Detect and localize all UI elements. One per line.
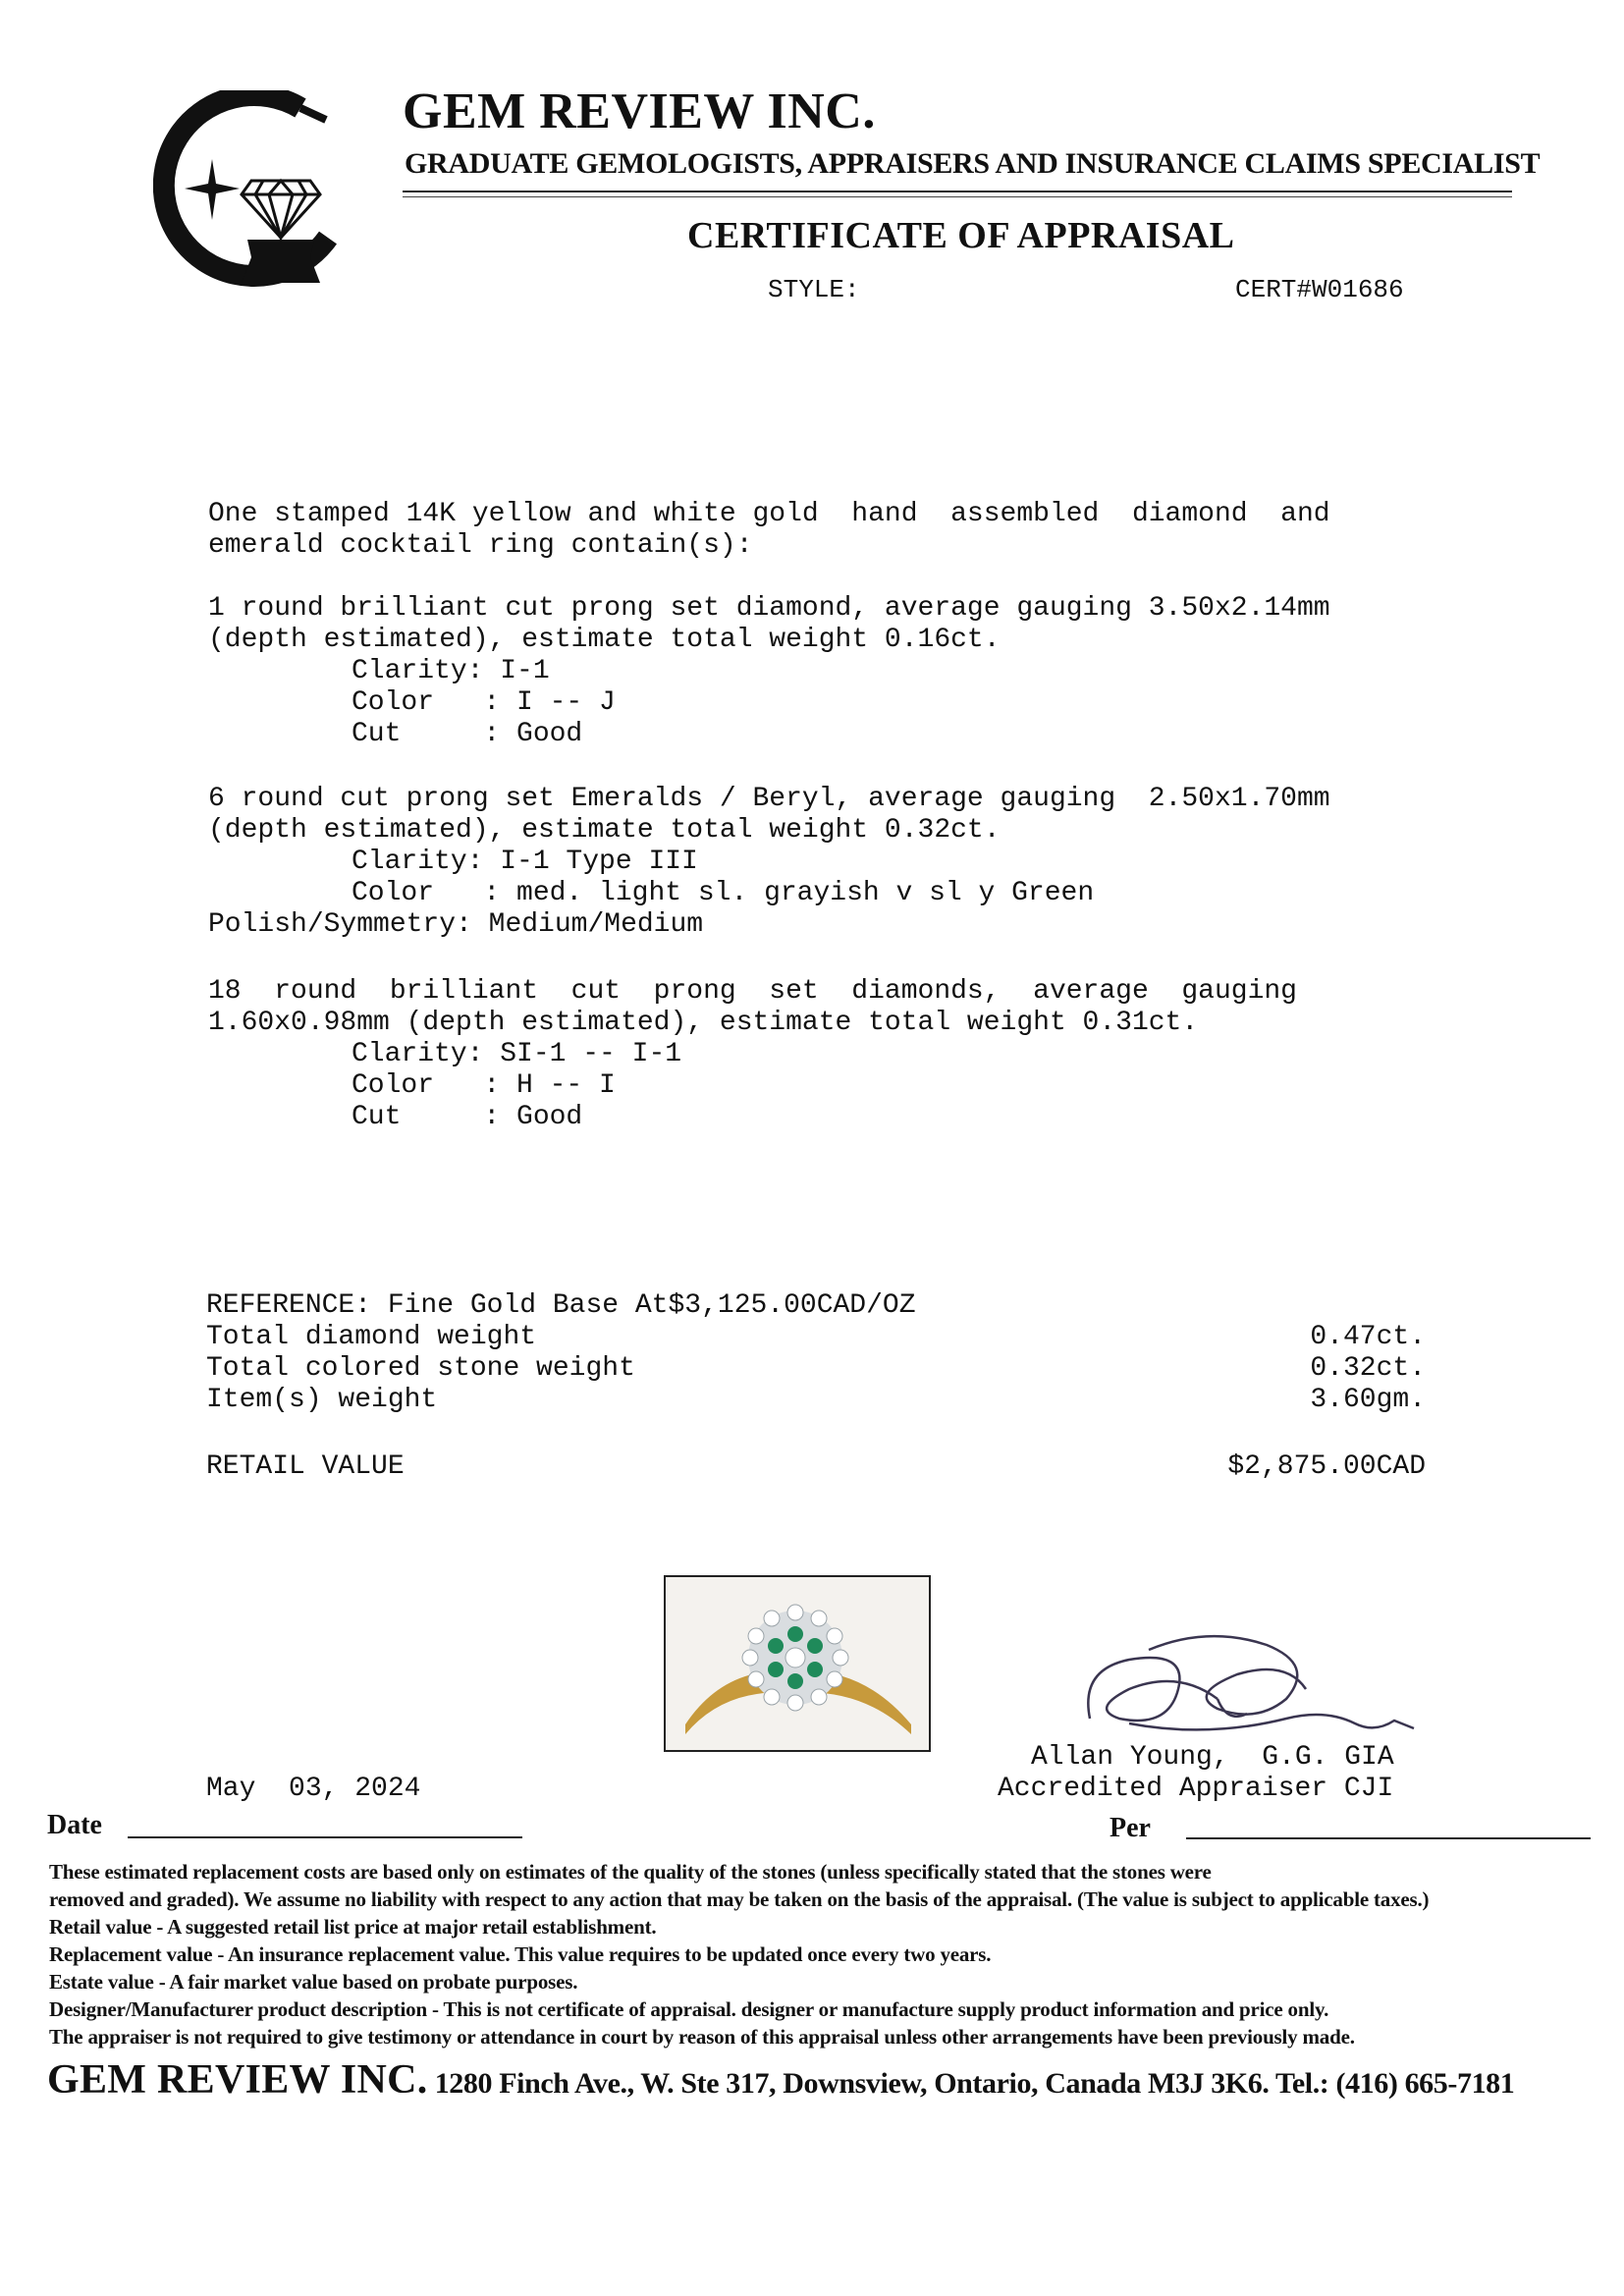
stone1-cut: Cut : Good: [352, 719, 583, 749]
stone1-color: Color : I -- J: [352, 687, 616, 718]
description-line-1: One stamped 14K yellow and white gold hand assembled diamond and: [208, 499, 1330, 529]
stone2-polish: Polish/Symmetry: Medium/Medium: [208, 909, 704, 940]
gem-logo-icon: [153, 90, 350, 292]
signature-scribble: [1070, 1630, 1424, 1758]
stone3-clarity: Clarity: SI-1 -- I-1: [352, 1039, 682, 1069]
per-signature-line: [1186, 1837, 1591, 1839]
header-divider: [403, 191, 1512, 192]
company-name: GEM REVIEW INC.: [403, 83, 876, 139]
stone3-color: Color : H -- I: [352, 1070, 616, 1101]
stone2-clarity: Clarity: I-1 Type III: [352, 847, 698, 877]
disclaimer-line-3: Retail value - A suggested retail list price at major retail establishment.: [49, 1915, 657, 1939]
summary-label-colored: Total colored stone weight: [206, 1353, 635, 1384]
disclaimer-line-6: Designer/Manufacturer product description - This is not certificate of appraisal. designer or manufacture supply product information and price only.: [49, 1997, 1329, 2021]
appraiser-name: Allan Young, G.G. GIA: [1031, 1742, 1394, 1773]
company-tagline: GRADUATE GEMOLOGISTS, APPRAISERS AND INSURANCE CLAIMS SPECIALIST: [405, 147, 1541, 180]
disclaimer-line-4: Replacement value - An insurance replacement value. This value requires to be updated once every two years.: [49, 1942, 992, 1966]
appraiser-title: Accredited Appraiser CJI: [998, 1774, 1394, 1804]
disclaimer-line-5: Estate value - A fair market value based on probate purposes.: [49, 1970, 578, 1994]
stone1-clarity: Clarity: I-1: [352, 656, 550, 686]
disclaimer-line-7: The appraiser is not required to give testimony or attendance in court by reason of this appraisal unless other arrangements have been previously made.: [49, 2025, 1355, 2049]
date-signature-line: [128, 1836, 522, 1838]
date-label: Date: [47, 1810, 102, 1840]
header-divider-thin: [403, 196, 1512, 197]
stone2-line-2: (depth estimated), estimate total weight 0.32ct.: [208, 815, 1001, 846]
stone2-color: Color : med. light sl. grayish v sl y Green: [352, 878, 1095, 908]
disclaimer-line-1: These estimated replacement costs are based only on estimates of the quality of the stones (unless specifically stated that the stones were: [49, 1860, 1212, 1884]
description-line-2: emerald cocktail ring contain(s):: [208, 530, 753, 561]
ring-photo: [664, 1575, 931, 1752]
summary-label-item: Item(s) weight: [206, 1385, 438, 1415]
certificate-title: CERTIFICATE OF APPRAISAL: [687, 215, 1235, 256]
stone3-cut: Cut : Good: [352, 1102, 583, 1132]
appraisal-date: May 03, 2024: [206, 1774, 421, 1804]
summary-value-diamond: 0.47ct.: [1310, 1322, 1426, 1352]
reference-line: REFERENCE: Fine Gold Base At$3,125.00CAD/OZ: [206, 1290, 916, 1321]
stone1-line-1: 1 round brilliant cut prong set diamond, average gauging 3.50x2.14mm: [208, 593, 1330, 624]
summary-value-item: 3.60gm.: [1310, 1385, 1426, 1415]
footer-address: 1280 Finch Ave., W. Ste 317, Downsview, Ontario, Canada M3J 3K6. Tel.: (416) 665-7181: [427, 2067, 1515, 2100]
summary-value-colored: 0.32ct.: [1310, 1353, 1426, 1384]
footer: [47, 2056, 1514, 2104]
stone2-line-1: 6 round cut prong set Emeralds / Beryl, average gauging 2.50x1.70mm: [208, 784, 1330, 814]
footer-company-name: GEM REVIEW INC.: [47, 2057, 428, 2103]
per-label: Per: [1110, 1813, 1151, 1843]
stone1-line-2: (depth estimated), estimate total weight 0.16ct.: [208, 625, 1001, 655]
style-label: STYLE:: [768, 275, 860, 304]
certificate-number: CERT#W01686: [1235, 275, 1404, 304]
stone3-line-1: 18 round brilliant cut prong set diamonds, average gauging: [208, 976, 1297, 1007]
retail-value-label: RETAIL VALUE: [206, 1451, 405, 1482]
summary-label-diamond: Total diamond weight: [206, 1322, 537, 1352]
retail-value: $2,875.00CAD: [1227, 1451, 1426, 1482]
stone3-line-2: 1.60x0.98mm (depth estimated), estimate total weight 0.31ct.: [208, 1008, 1199, 1038]
disclaimer-line-2: removed and graded). We assume no liability with respect to any action that may be taken on the basis of the appraisal. (The value is subject to applicable taxes.): [49, 1887, 1430, 1911]
